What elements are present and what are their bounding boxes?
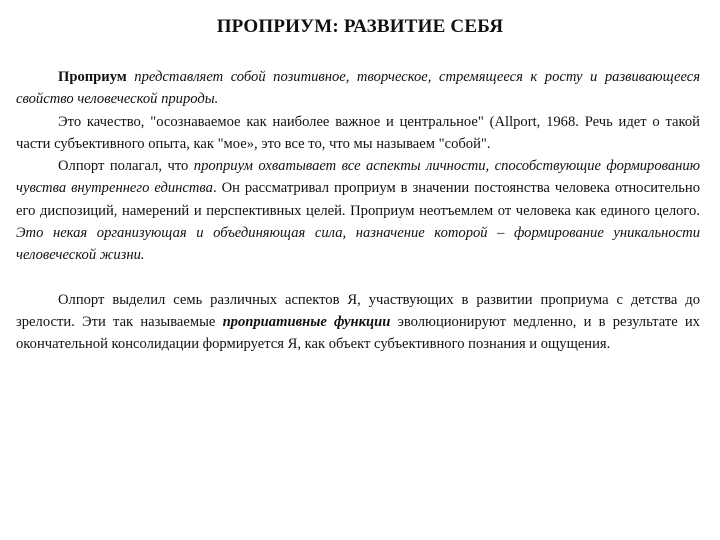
paragraph-4-intro: Олпорт выделил семь различных аспектов Я, участвующих в развитии проприума с детства до зрелости. Эти так называемые: [16, 291, 700, 330]
paragraph-1: [16, 66, 700, 111]
paragraph-3-body: . Он рассматривал проприум в значении постоянства человека относительно его диспозиций, намерений и перспективных целей. Проприум неотъемлем от человека как единого целого.: [16, 180, 700, 219]
page-title: ПРОПРИУМ: РАЗВИТИЕ СЕБЯ: [216, 16, 504, 37]
term-proprium: Проприум: [58, 69, 127, 85]
paragraph-3: [16, 155, 700, 266]
paragraph-3-intro: Олпорт полагал, что: [58, 158, 189, 175]
paragraph-2: Это качество, "осознаваемое как наиболее важное и центральное" (Allport, 1968. Речь идет о такой части субъективного опыта, как "мое», это все то, что мы называем "собой".: [16, 113, 700, 152]
term-propriate-functions: проприативные функции: [222, 313, 391, 330]
paragraph-3-emphasis: проприум охватывает все аспекты личности, способствующие формированию чувства внутреннего единства: [16, 158, 701, 197]
paragraph-4: [16, 289, 700, 356]
paragraph-3-conclusion: Это некая организующая и объединяющая сила, назначение которой – формирование уникальности человеческой жизни.: [16, 225, 700, 264]
text-body: [16, 66, 700, 356]
paragraph-1-definition: представляет собой позитивное, творческое, стремящееся к росту и развивающееся свойство человеческой природы.: [16, 69, 700, 108]
paragraph-4-body: эволюционируют медленно, и в результате их окончательной консолидации формируется Я, как объект субъективного познания и ощущения.: [16, 313, 700, 353]
